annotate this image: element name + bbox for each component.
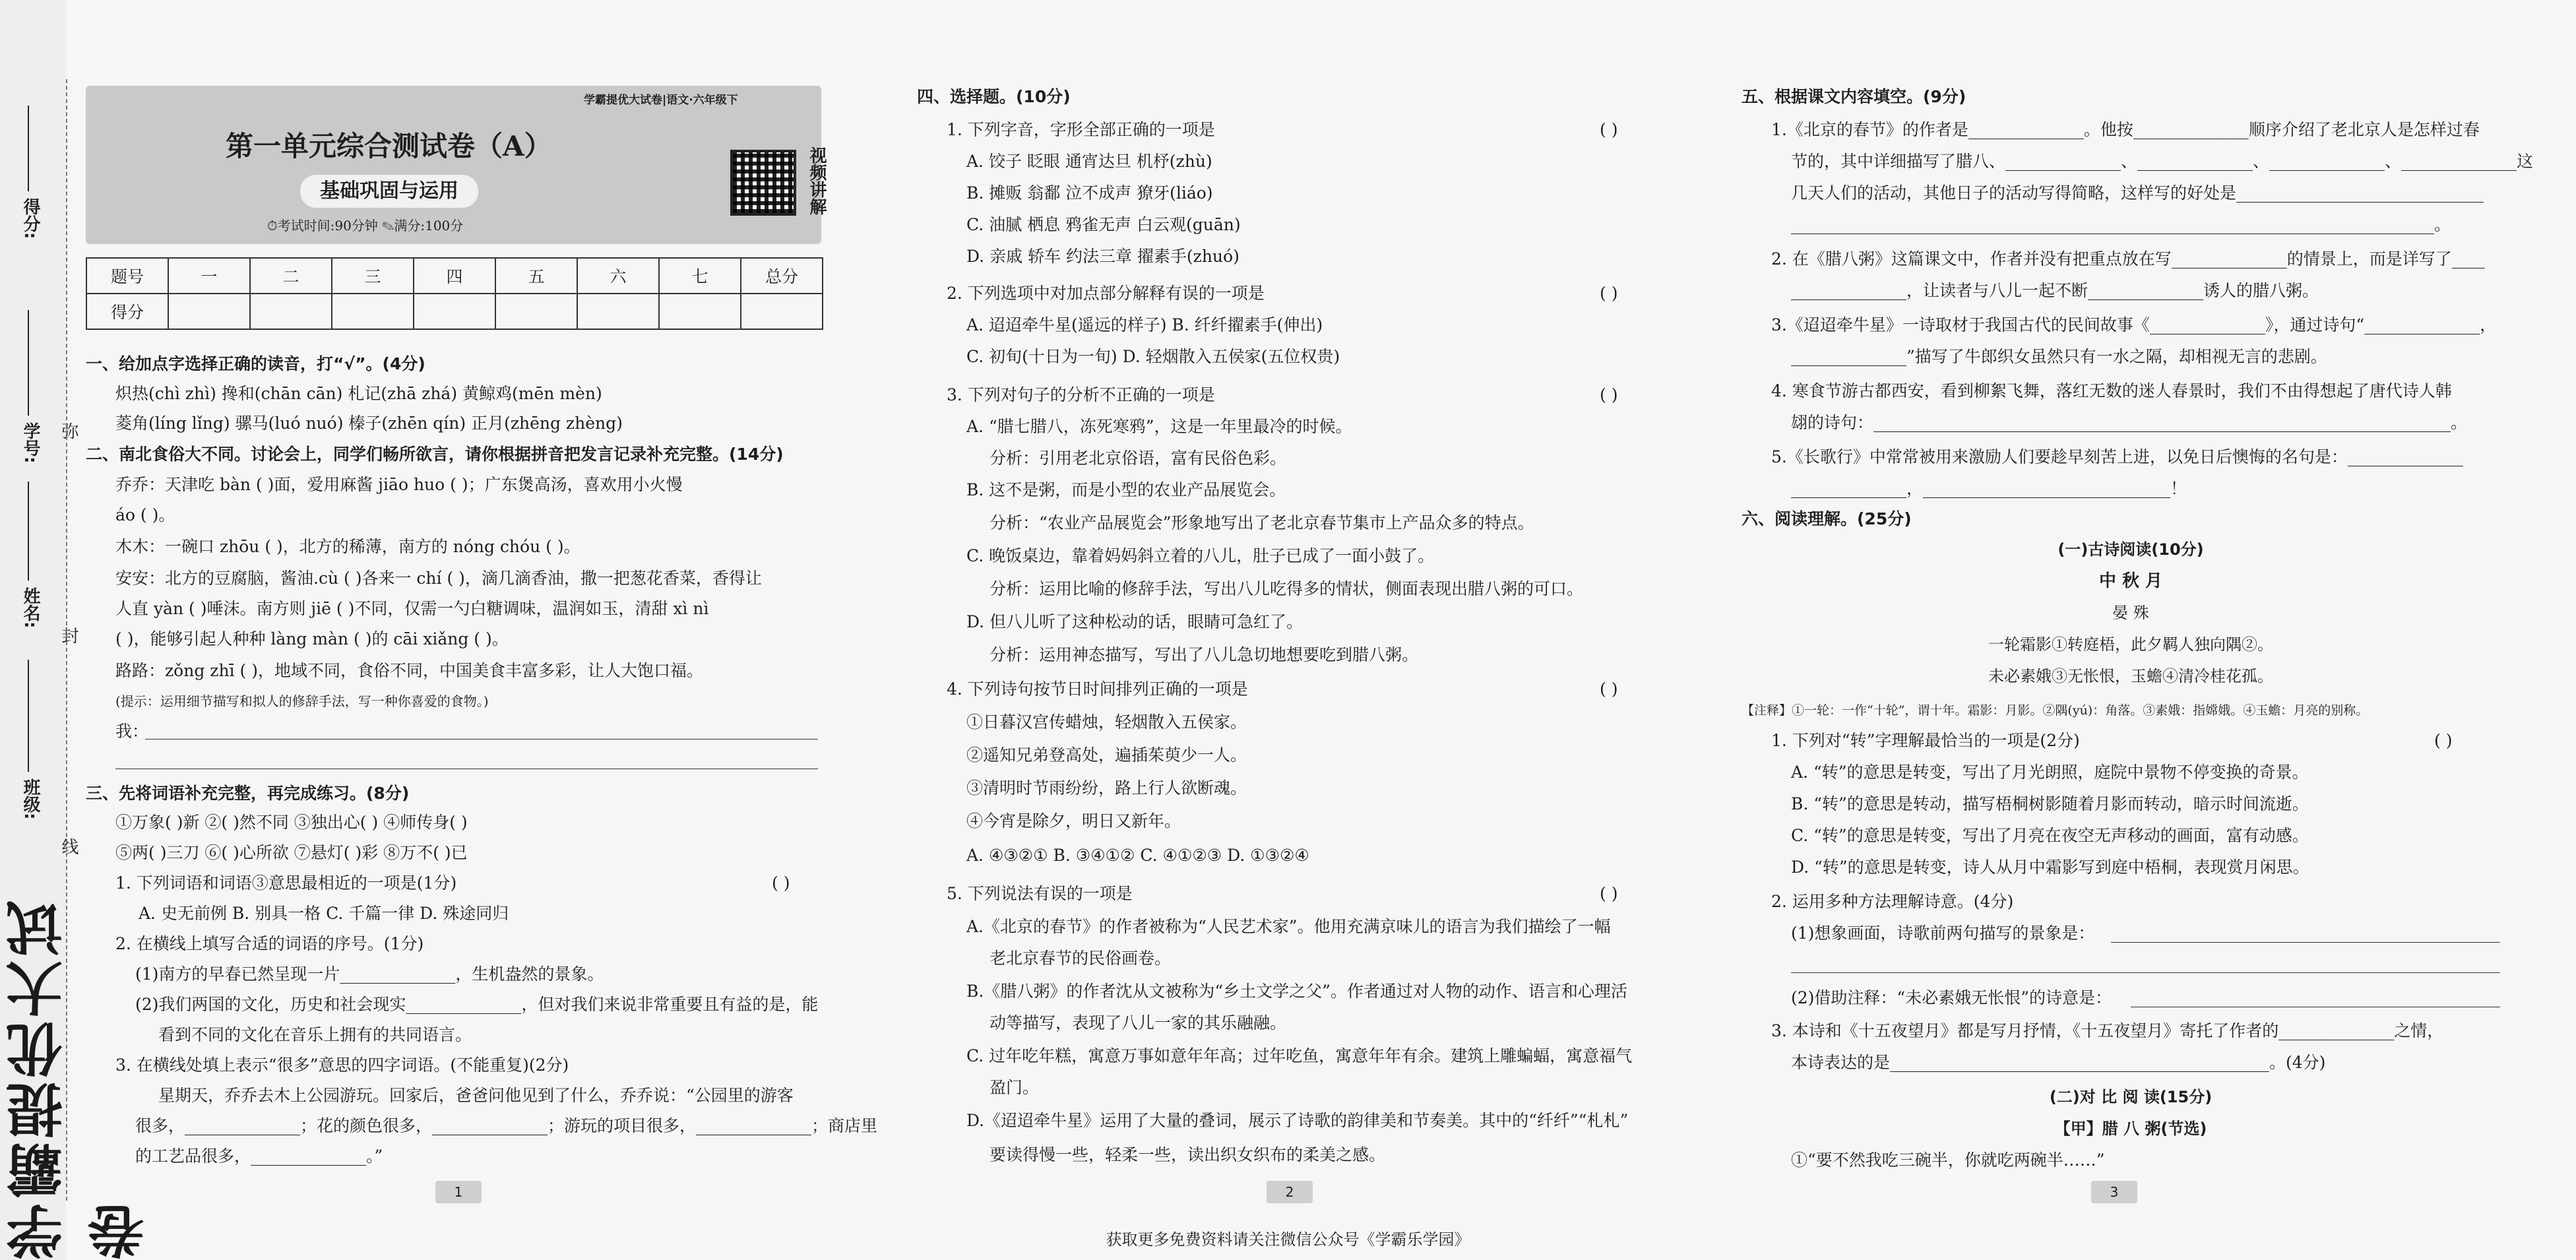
q4-item-3-c-analysis: 分析：运用比喻的修辞手法，写出八儿吃得多的情状，侧面表现出腊八粥的可口。 (990, 579, 1584, 598)
q4-item-5-a-cont: 老北京春节的民俗画卷。 (990, 949, 1172, 968)
score-field-line (28, 106, 29, 191)
qr-label: 视频讲解 (807, 146, 827, 215)
r1-q1-c: C. “转”的意思是转变，写出了月亮在夜空无声移动的画面，富有动感。 (1791, 826, 2309, 845)
q4-item-2-answer[interactable]: ( ) (1600, 284, 1618, 303)
name-field-line (28, 482, 29, 581)
qr-code[interactable] (730, 150, 796, 216)
q4-item-3-b: B. 这不是粥，而是小型的农业产品展览会。 (966, 480, 1286, 499)
series-label: 学霸提优大试卷|语文·六年级下 (584, 94, 738, 107)
q2-hint: (提示：运用细节描写和拟人的修辞手法，写一种你喜爱的食物。) (115, 693, 489, 709)
poem-line-2: 未必素娥③无怅恨，玉蟾④清冷桂花孤。 (1988, 667, 2273, 685)
exam-title: 第一单元综合测试卷（A） (226, 130, 552, 162)
r1-q2-b: (2)借助注释：“未必素娥无怅恨”的诗意是： (1791, 988, 2112, 1007)
q3-sub-2-b: (2)我们两国的文化，历史和社会现实______________，但对我们来说非常重要且有益的是，能 (135, 995, 819, 1014)
q4-item-5-answer[interactable]: ( ) (1600, 884, 1618, 903)
q2-line-4: 安安：北方的豆腐脑，酱油.cù ( )各来一 chí ( )，滴几滴香油，撒一把葱花香菜，香得让 (115, 569, 762, 588)
score-table-cell: 题号 (86, 258, 168, 294)
r1-q1-answer[interactable]: ( ) (2434, 731, 2453, 750)
exam-subtitle: 基础巩固与运用 (300, 175, 478, 208)
reading-2-title: (二)对 比 阅 读(15分) (2049, 1088, 2213, 1106)
q4-item-5-c: C. 过年吃年糕，寓意万事如意年年高；过年吃鱼，寓意年年有余。建筑上雕蝙蝠，寓意福气 (966, 1046, 1633, 1065)
q2-line-5: 人直 yàn ( )唾沫。南方则 jiē ( )不同，仅需一勺白糖调味，温润如玉，清甜 xì nì (115, 599, 709, 618)
poem-title: 中 秋 月 (2098, 571, 2163, 591)
score-table-input-cell[interactable] (495, 294, 577, 329)
q2-line-6: ( )，能够引起人种种 làng màn ( )的 cāi xiǎng ( )。 (115, 629, 509, 648)
class-field-label: 班级: (20, 778, 40, 820)
q4-item-2-ab: A. 迢迢牵牛星(遥远的样子) B. 纤纤擢素手(伸出) (966, 315, 1323, 334)
q4-item-3: 3. 下列对句子的分析不正确的一项是 (947, 385, 1215, 404)
q4-item-5-c-cont: 盈门。 (990, 1078, 1040, 1097)
q4-item-5-d-cont: 要读得慢一些，轻柔一些，读出织女织布的柔美之感。 (990, 1145, 1386, 1164)
exam-meta: ⏱考试时间:90分钟 ✎满分:100分 (267, 218, 464, 234)
score-field-label: 得分: (20, 198, 40, 239)
q5-fill-5: 5.《长歌行》中常常被用来激励人们要趁早刻苦上进，以免日后懊悔的名句是：______________ (1771, 447, 2463, 466)
q4-item-3-d-analysis: 分析：运用神态描写，写出了八儿急切地想要吃到腊八粥。 (990, 645, 1419, 664)
reading-2-line-1: ①“要不然我吃三碗半，你就吃两碗半……” (1791, 1150, 2105, 1170)
q4-item-4-line-2: ②遥知兄弟登高处，遍插茱萸少一人。 (966, 745, 1247, 765)
q5-fill-2: 2. 在《腊八粥》这篇课文中，作者并没有把重点放在写______________的情景上，而是详写了____ (1771, 249, 2485, 268)
q2-answer-line-1[interactable] (145, 739, 818, 740)
q4-item-4-line-1: ①日暮汉宫传蜡烛，轻烟散入五侯家。 (966, 712, 1247, 732)
page-number-2: 2 (1267, 1181, 1313, 1203)
r1-q2-a-answer-line-2[interactable] (1791, 972, 2500, 973)
section-1-title: 一、给加点字选择正确的读音，打“√”。(4分) (86, 354, 425, 373)
score-table-input-cell[interactable] (741, 294, 823, 329)
q4-item-4-options: A. ④③②① B. ③④①② C. ④①②③ D. ①③②④ (966, 846, 1309, 865)
score-table-header-row (86, 258, 823, 294)
q5-fill-4: 4. 寒食节游古都西安，看到柳絮飞舞，落红无数的迷人春景时，我们不由得想起了唐代诗人韩 (1771, 381, 2452, 400)
score-table-cell: 六 (577, 258, 659, 294)
q4-item-4-answer[interactable]: ( ) (1600, 679, 1618, 699)
q3-row-1: ①万象( )新 ②( )然不同 ③独出心( ) ④师传身( ) (115, 813, 468, 832)
brand-logo-vertical: 学霸提优大试卷 (7, 896, 154, 1260)
section-3-title: 三、先将词语补充完整，再完成练习。(8分) (86, 784, 410, 803)
q2-answer-label: 我： (115, 722, 149, 741)
section-2-title: 二、南北食俗大不同。讨论会上，同学们畅所欲言，请你根据拼音把发言记录补充完整。(14分) (86, 445, 784, 464)
q2-line-1: 乔乔：天津吃 bàn ( )面，爱用麻酱 jiāo huo ( )；广东煲高汤，喜欢用小火慢 (115, 475, 683, 494)
q4-item-1-answer[interactable]: ( ) (1600, 120, 1618, 139)
score-table-cell: 总分 (741, 258, 823, 294)
page-number-3: 3 (2091, 1181, 2137, 1203)
q4-item-5-a: A.《北京的春节》的作者被称为“人民艺术家”。他用充满京味儿的语言为我们描绘了一幅 (966, 917, 1611, 936)
q4-item-2-cd: C. 初旬(十日为一旬) D. 轻烟散入五侯家(五位权贵) (966, 347, 1340, 366)
q3-sub-3-c: 的工艺品很多，______________。” (135, 1147, 383, 1166)
q1-row-2: 菱角(líng lǐng) 骡马(luó nuó) 榛子(zhēn qín) 正月(zhēng zhèng) (115, 414, 623, 433)
q3-sub-1: 1. 下列词语和词语③意思最相近的一项是(1分) (115, 873, 457, 893)
q4-item-3-a: A. “腊七腊八，冻死寒鸦”，这是一年里最冷的时候。 (966, 417, 1352, 436)
name-field-label: 姓名: (20, 587, 40, 629)
q4-item-2: 2. 下列选项中对加点部分解释有误的一项是 (947, 284, 1265, 303)
q5-fill-1: 1.《北京的春节》的作者是______________。他按______________顺序介绍了老北京人是怎样过春 (1771, 120, 2480, 139)
score-table-cell: 七 (659, 258, 741, 294)
q3-row-2: ⑤两( )三刀 ⑥( )心所欲 ⑦悬灯( )彩 ⑧万不( )已 (115, 843, 468, 862)
score-table-input-cell[interactable] (168, 294, 250, 329)
r1-q3b: 本诗表达的是______________________________________________。(4分) (1791, 1053, 2326, 1072)
score-table-cell: 五 (495, 258, 577, 294)
q3-sub-3: 3. 在横线处填上表示“很多”意思的四字词语。(不能重复)(2分) (115, 1055, 569, 1075)
score-table-input-cell[interactable] (250, 294, 332, 329)
q4-item-5-b-cont: 动等描写，表现了八儿一家的其乐融融。 (990, 1013, 1287, 1032)
r1-q1-b: B. “转”的意思是转动，描写梧桐树影随着月影而转动，暗示时间流逝。 (1791, 794, 2309, 813)
q4-item-4-line-4: ④今宵是除夕，明日又新年。 (966, 811, 1181, 831)
score-table-cell: 得分 (86, 294, 168, 329)
score-table-cell: 二 (250, 258, 332, 294)
q4-item-1: 1. 下列字音，字形全部正确的一项是 (947, 120, 1215, 139)
score-table-cell: 四 (414, 258, 495, 294)
q5-fill-5b: ______________，______________________________！ (1791, 479, 2187, 498)
reading-2-subtitle: 【甲】腊 八 粥(节选) (2054, 1119, 2207, 1138)
r1-q1-d: D. “转”的意思是转变，诗人从月中霜影写到庭中梧桐，表现赏月闲思。 (1791, 858, 2309, 877)
q4-item-1-a: A. 饺子 眨眼 通宵达旦 机杼(zhù) (966, 152, 1212, 171)
r1-q2-a-answer-line[interactable] (2111, 942, 2500, 943)
q4-item-1-d: D. 亲戚 轿车 约法三章 擢素手(zhuó) (966, 247, 1240, 266)
poem-author: 晏 殊 (2112, 604, 2149, 622)
q5-fill-4b: 翃的诗句：______________________________________________________________________。 (1791, 413, 2468, 432)
q3-sub-1-options: A. 史无前例 B. 别具一格 C. 千篇一律 D. 殊途同归 (139, 904, 509, 923)
q2-line-7: 路路：zǒng zhī ( )，地域不同，食俗不同，中国美食丰富多彩，让人大饱口福。 (115, 661, 703, 680)
page-3 (1735, 0, 2534, 1220)
seal-mark-feng: 封 (59, 627, 79, 644)
page-number-1: 1 (435, 1181, 482, 1203)
q4-item-4-line-3: ③清明时节雨纷纷，路上行人欲断魂。 (966, 778, 1247, 798)
section-5-title: 五、根据课文内容填空。(9分) (1742, 87, 1966, 106)
r1-q1: 1. 下列对“转”字理解最恰当的一项是(2分) (1771, 731, 2080, 750)
score-table-input-cell[interactable] (659, 294, 741, 329)
q4-item-1-b: B. 摊贩 翁鄱 泣不成声 獠牙(liáo) (966, 183, 1213, 203)
score-table-input-cell[interactable] (414, 294, 495, 329)
seal-mark-mi: 弥 (59, 422, 79, 439)
q3-sub-2: 2. 在横线上填写合适的词语的序号。(1分) (115, 934, 424, 953)
page-1 (79, 0, 878, 1220)
r1-q1-a: A. “转”的意思是转变，写出了月光朗照，庭院中景物不停变换的奇景。 (1791, 763, 2309, 782)
q3-sub-3-a: 星期天，乔乔去木上公园游玩。回家后，爸爸问他见到了什么，乔乔说：“公园里的游客 (158, 1086, 794, 1105)
q5-fill-3: 3.《迢迢牵牛星》一诗取材于我国古代的民间故事《______________》，通过诗句“______________， (1771, 315, 2497, 334)
q3-sub-3-b: 很多，______________；花的颜色很多，______________；游玩的项目很多，______________；商店里 (135, 1116, 878, 1135)
q3-sub-1-answer[interactable]: ( ) (772, 873, 790, 893)
poem-notes: 【注释】①一轮：一作“十轮”，谓十年。霜影：月影。②隅(yú)：角落。③素娥：指嫦娥。④玉蟾：月亮的别称。 (1742, 703, 2369, 718)
score-table-input-cell[interactable] (577, 294, 659, 329)
class-field-line (28, 660, 29, 772)
score-table-input-cell[interactable] (332, 294, 414, 329)
q2-line-2: áo ( )。 (115, 505, 175, 524)
poem-line-1: 一轮霜影①转庭梧，此夕羁人独向隅②。 (1988, 635, 2273, 654)
q4-item-5-d: D.《迢迢牵牛星》运用了大量的叠词，展示了诗歌的韵律美和节奏美。其中的“纤纤”“札札” (966, 1111, 1629, 1130)
q4-item-3-a-analysis: 分析：引用老北京俗语，富有民俗色彩。 (990, 449, 1287, 468)
page-2 (910, 0, 1689, 1220)
q4-item-3-d: D. 但八儿听了这种松动的话，眼睛可急红了。 (966, 612, 1304, 631)
student-id-field-line (28, 310, 29, 416)
q1-row-1: 炽热(chì zhì) 搀和(chān cān) 札记(zhā zhá) 黄鲸鸡(mēn mèn) (115, 384, 602, 403)
q4-item-1-c: C. 油腻 栖息 鸦雀无声 白云观(guān) (966, 215, 1241, 234)
q3-sub-2-c: 看到不同的文化在音乐上拥有的共同语言。 (158, 1025, 472, 1044)
q4-item-3-answer[interactable]: ( ) (1600, 385, 1618, 404)
score-table (86, 257, 823, 330)
q5-fill-1b: 节的，其中详细描写了腊八、______________、______________、______________、______________这 (1791, 152, 2534, 171)
q4-item-3-c: C. 晚饭桌边，靠着妈妈斜立着的八儿，肚子已成了一面小鼓了。 (966, 546, 1435, 565)
q5-fill-2b: ______________，让读者与八儿一起不断______________诱人的腊八粥。 (1791, 281, 2319, 300)
r1-q2: 2. 运用多种方法理解诗意。(4分) (1771, 892, 2014, 911)
q3-sub-2-a: (1)南方的早春已然呈现一片______________，生机盎然的景象。 (135, 964, 604, 984)
q2-line-3: 木木：一碗口 zhōu ( )，北方的稀薄，南方的 nóng chóu ( )。 (115, 537, 581, 556)
score-table-score-row (86, 294, 823, 329)
reading-1-title: (一)古诗阅读(10分) (2058, 540, 2204, 559)
score-table-cell: 一 (168, 258, 250, 294)
q4-item-5-b: B.《腊八粥》的作者沈从文被称为“乡土文学之父”。作者通过对人物的动作、语言和心理活 (966, 982, 1627, 1001)
q5-fill-1d: ______________________________________________________________________________。 (1791, 215, 2451, 234)
r1-q2-a: (1)想象画面，诗歌前两句描写的景象是： (1791, 924, 2095, 943)
section-4-title: 四、选择题。(10分) (917, 87, 1071, 106)
q4-item-4: 4. 下列诗句按节日时间排列正确的一项是 (947, 679, 1248, 699)
student-id-field-label: 学号: (20, 422, 40, 464)
q5-fill-1c: 几天人们的活动，其他日子的活动写得简略，这样写的好处是______________________________ (1791, 183, 2484, 203)
section-6-title: 六、阅读理解。(25分) (1742, 509, 1912, 528)
r1-q3: 3. 本诗和《十五夜望月》都是写月抒情，《十五夜望月》寄托了作者的______________之情， (1771, 1021, 2444, 1040)
score-table-cell: 三 (332, 258, 414, 294)
q5-fill-3b: ______________”描写了牛郎织女虽然只有一水之隔，却相视无言的悲剧。 (1791, 347, 2327, 366)
footer-note: 获取更多免费资料请关注微信公众号《学霸乐学园》 (1106, 1230, 1470, 1249)
q4-item-5: 5. 下列说法有误的一项是 (947, 884, 1133, 903)
seal-mark-xian: 线 (59, 838, 79, 855)
q4-item-3-b-analysis: 分析：“农业产品展览会”形象地写出了老北京春节集市上产品众多的特点。 (990, 513, 1534, 532)
